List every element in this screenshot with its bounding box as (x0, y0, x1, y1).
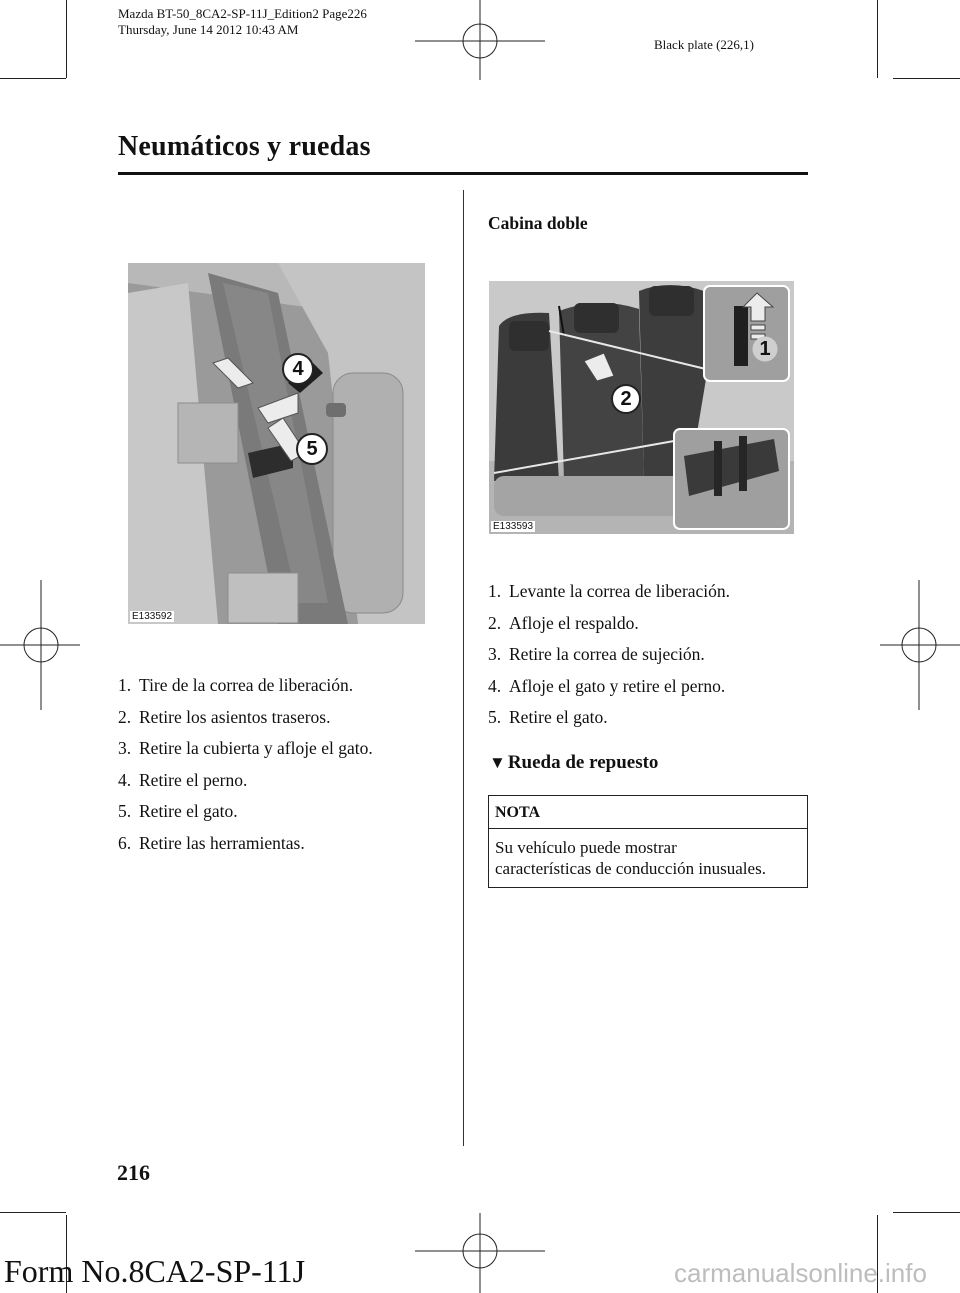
registration-mark-top (415, 0, 545, 80)
list-item: 2. Retire los asientos traseros. (118, 706, 331, 727)
list-item: 1. Levante la correa de liberación. (488, 581, 731, 601)
note-body: Su vehículo puede mostrar características de conducción inusuales. (495, 838, 766, 878)
registration-mark-bottom (415, 1213, 545, 1293)
crop-mark (893, 78, 960, 79)
list-item: 5. Retire el gato. (488, 707, 608, 727)
triangle-down-icon: ▼ (489, 753, 506, 772)
callout-label-4: 4 (292, 358, 304, 380)
jack-compartment-figure (128, 263, 425, 624)
list-item: 5. Retire el gato. (118, 801, 238, 821)
crop-mark (66, 0, 67, 78)
rear-seat-figure (489, 281, 794, 534)
registration-mark-right (880, 580, 960, 710)
list-item: 4. Retire el perno. (118, 769, 248, 790)
list-item: 3. Retire la correa de sujeción. (488, 644, 705, 664)
page-number: 216 (117, 1160, 150, 1185)
left-steps-list (118, 674, 448, 863)
crop-mark (0, 78, 66, 79)
list-item: 4. Afloje el gato y retire el perno. (488, 675, 726, 696)
note-box (488, 795, 808, 888)
crop-mark (0, 1212, 66, 1213)
list-item: 3. Retire la cubierta y afloje el gato. (118, 738, 373, 758)
note-heading: NOTA (489, 796, 807, 829)
figure-code: E133592 (132, 611, 173, 622)
list-item: 1. Tire de la correa de liberación. (118, 675, 354, 695)
callout-label-1: 1 (759, 338, 771, 360)
page-title: Neumáticos y ruedas (118, 131, 371, 162)
subsection-heading-cabina: Cabina doble (488, 213, 588, 233)
column-separator (463, 190, 464, 1146)
form-number: Form No.8CA2-SP-11J (4, 1253, 306, 1289)
right-steps-list (488, 580, 818, 738)
list-item: 2. Afloje el respaldo. (488, 612, 639, 633)
watermark: carmanualsonline.info (674, 1258, 927, 1288)
plate-label: Black plate (226,1) (654, 37, 754, 52)
figure-code: E133593 (493, 521, 534, 532)
registration-mark-left (0, 580, 80, 710)
crop-mark (893, 1212, 960, 1213)
list-item: 6. Retire las herramientas. (118, 832, 305, 853)
callout-label-2: 2 (620, 388, 632, 410)
subsection-heading-rueda: ▼ Rueda de repuesto (489, 752, 659, 773)
slug-line-1: Mazda BT-50_8CA2-SP-11J_Edition2 Page226 (118, 6, 367, 21)
slug-line-2: Thursday, June 14 2012 10:43 AM (118, 22, 299, 37)
crop-mark (877, 0, 878, 78)
title-rule (118, 172, 808, 175)
callout-label-5: 5 (306, 438, 318, 460)
